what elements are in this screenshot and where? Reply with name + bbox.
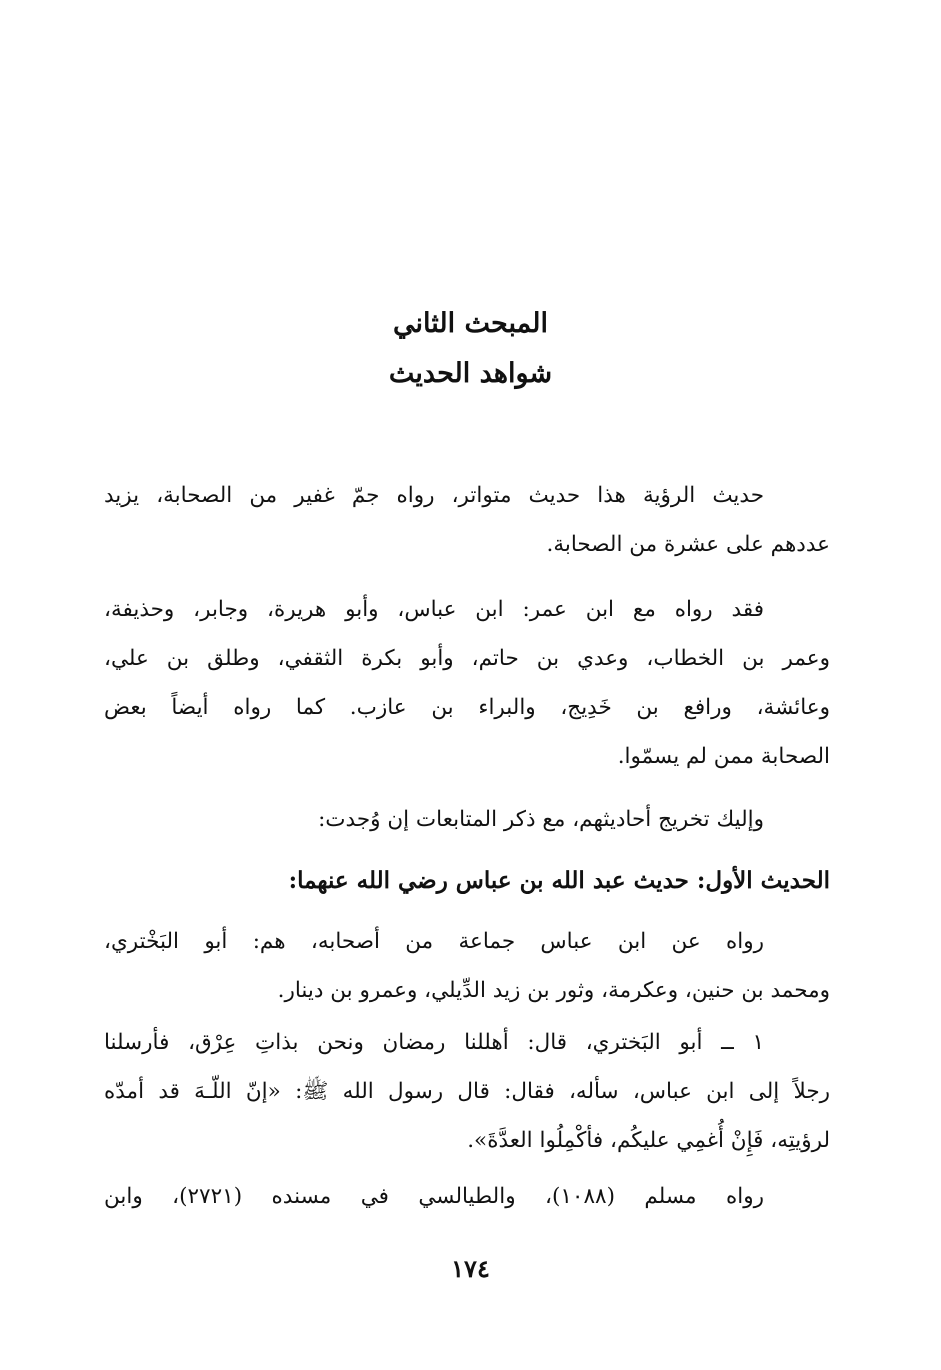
- hadith-section-heading: الحديث الأول: حديث عبد الله بن عباس رضي الله عنهما:: [288, 867, 830, 894]
- paragraph-3: [104, 795, 830, 844]
- paragraph-2: [104, 585, 830, 781]
- chapter-subtitle: شواهد الحديث: [388, 358, 553, 389]
- paragraph-line: ١ ــ أبو البَختري، قال: أهللنا رمضان ونحن بذاتِ عِرْق، فأرسلنا: [104, 1030, 764, 1055]
- page-number: ١٧٤: [451, 1254, 490, 1283]
- section-title: [104, 856, 830, 905]
- paragraph-4: [104, 917, 830, 1015]
- paragraph-line: وعمر بن الخطاب، وعدي بن حاتم، وأبو بكرة الثقفي، وطلق بن علي،: [104, 646, 830, 671]
- paragraph-line: فقد رواه مع ابن عمر: ابن عباس، وأبو هريرة، وجابر، وحذيفة،: [104, 597, 764, 622]
- paragraph-line: عددهم على عشرة من الصحابة.: [546, 532, 830, 557]
- paragraph-1: [104, 471, 830, 569]
- paragraph-line: رواه مسلم (١٠٨٨)، والطيالسي في مسنده (٢٧٢١)، وابن: [104, 1184, 764, 1209]
- paragraph-line: وإليك تخريج أحاديثهم، مع ذكر المتابعات إن وُجدت:: [318, 807, 764, 832]
- paragraph-line: لرؤيتِه، فَإِنْ أُغمِي عليكُم، فأكْمِلُوا العدَّةَ».: [467, 1128, 830, 1153]
- paragraph-line: حديث الرؤية هذا حديث متواتر، رواه جمّ غفير من الصحابة، يزيد: [104, 483, 764, 508]
- paragraph-line: رواه عن ابن عباس جماعة من أصحابه، هم: أبو البَخْتري،: [104, 929, 764, 954]
- paragraph-line: الصحابة ممن لم يسمّوا.: [617, 744, 830, 769]
- paragraph-6: [104, 1172, 830, 1221]
- paragraph-line: رجلاً إلى ابن عباس، سأله، فقال: قال رسول الله ﷺ: «إنّ اللّـهَ قد أمدّه: [104, 1079, 830, 1104]
- paragraph-5: [104, 1018, 830, 1165]
- paragraph-line: ومحمد بن حنين، وعكرمة، وثور بن زيد الدِّيلي، وعمرو بن دينار.: [277, 978, 830, 1003]
- chapter-title: المبحث الثاني: [393, 308, 548, 339]
- paragraph-line: وعائشة، ورافع بن خَدِيج، والبراء بن عازب. كما رواه أيضاً بعض: [104, 695, 830, 720]
